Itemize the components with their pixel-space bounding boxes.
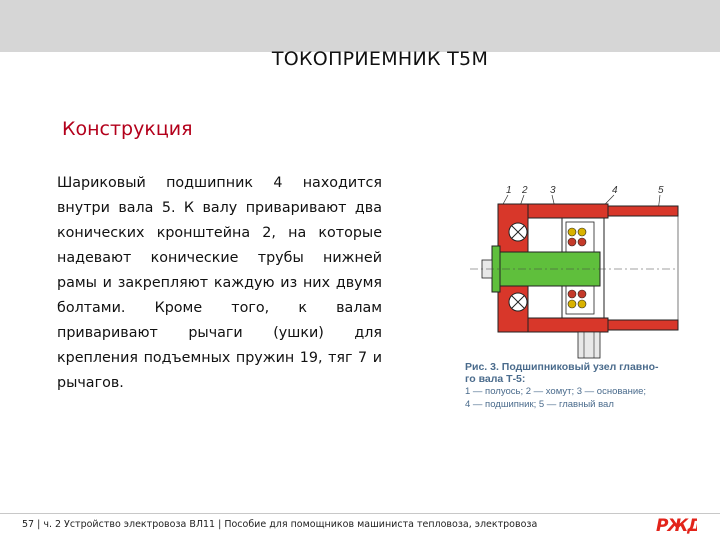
callout-5: 5: [658, 185, 664, 196]
svg-text:РЖД: РЖД: [656, 516, 697, 536]
bearing-assembly-diagram: [462, 182, 682, 362]
callout-1: 1: [506, 185, 512, 196]
top-band: [0, 0, 720, 52]
caption-title-line1: Рис. 3. Подшипниковый узел главно-: [465, 361, 659, 373]
footer-divider: [0, 513, 720, 514]
callout-4: 4: [612, 185, 618, 196]
section-heading: Конструкция: [62, 118, 193, 140]
callout-3: 3: [550, 185, 556, 196]
figure-caption: [465, 361, 695, 411]
footer-text: 57 | ч. 2 Устройство электровоза ВЛ11 | Пособие для помощников машиниста тепловоза, электровоза: [22, 519, 538, 530]
slide-title: ТОКОПРИЕМНИК Т5М: [271, 48, 489, 70]
caption-legend-line2: 4 — подшипник; 5 — главный вал: [465, 399, 614, 410]
caption-title-line2: го вала Т-5:: [465, 373, 526, 385]
body-paragraph: Шариковый подшипник 4 находится внутри вала 5. К валу приваривают два конических кронштейна 2, на которые надевают конические трубы нижней рамы и закрепляют каждую из них двумя болтами. Кроме того, к валам приваривают рычаги (ушки) для крепления подъемных пружин 19, тяг 7 и рычагов.: [57, 175, 382, 391]
caption-legend-line1: 1 — полуось; 2 — хомут; 3 — основание;: [465, 386, 647, 397]
callout-2: 2: [522, 185, 528, 196]
rzd-logo: [655, 514, 697, 536]
